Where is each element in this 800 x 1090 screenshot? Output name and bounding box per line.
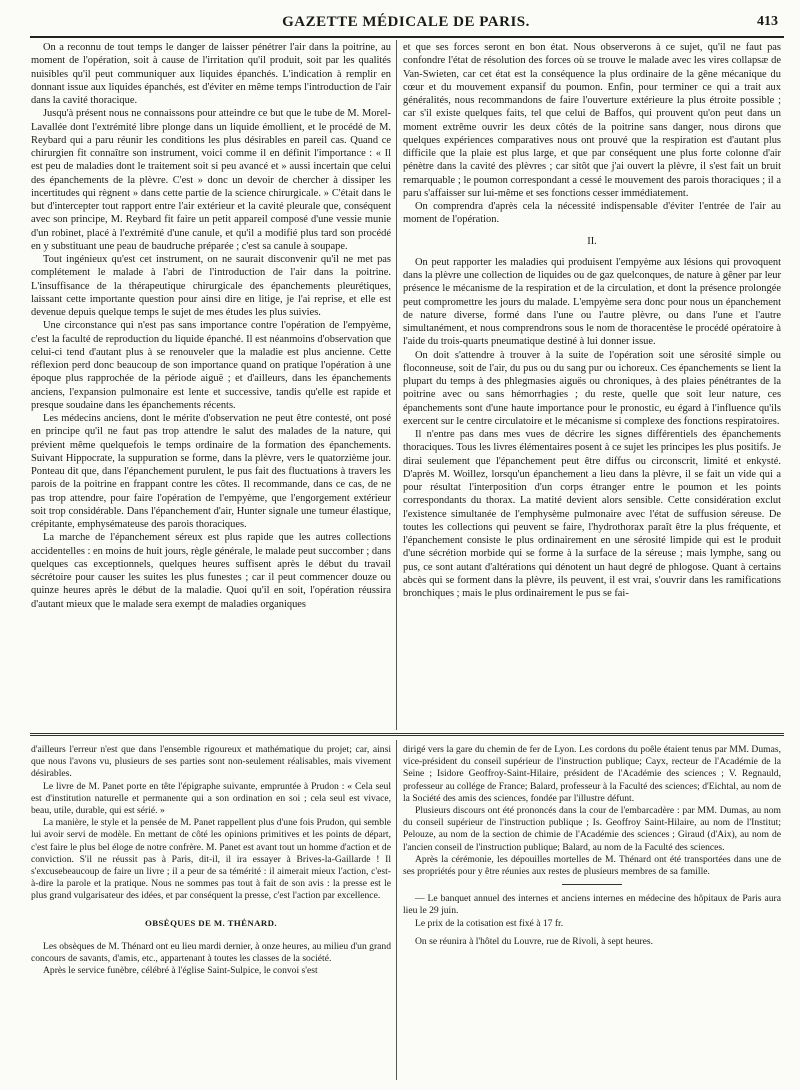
paragraph: Tout ingénieux qu'est cet instrument, on ne saurait disconvenir qu'il ne met pas complétement le malade à l'abri de l'introduction de l'air dans la poitrine. L'insuffisance de la thérapeutique chirurgicale des épanchements pleurétiques, laissant cette importante question pour ainsi dire en litige, je l'ai reprise, et elle est devenue depuis quelque temps le sujet de mes études les plus suivies. xyxy=(31,254,391,318)
paragraph: Le livre de M. Panet porte en tête l'épigraphe suivante, empruntée à Prudon : « Cela seul est d'institution naturelle et permanente qui a son ordination en soi ; cela seul est vivace, beau, utile, durable, qui est sérié. » xyxy=(31,780,391,817)
journal-title: GAZETTE MÉDICALE DE PARIS. xyxy=(282,14,530,30)
paragraph: d'ailleurs l'erreur n'est que dans l'ensemble rigoureux et mathématique du projet; car, ainsi que nous l'avons vu, plusieurs de ses parties sont non-seulement réalisables, mais vivement désirables. xyxy=(31,744,391,780)
page-number: 413 xyxy=(757,14,778,29)
feuilleton-column-right xyxy=(403,744,781,948)
article-column-right xyxy=(403,41,781,600)
section-number: II. xyxy=(587,235,597,247)
feuilleton-column-left xyxy=(31,744,391,977)
paragraph: Plusieurs discours ont été prononcés dans la cour de l'embarcadère : par MM. Dumas, au nom du conseil supérieur de l'instruction publique ; Is. Geoffroy Saint-Hilaire, au nom de l'Institut; Pelouze, au nom de la section de chimie de l'Académie des sciences ; Giraud (d'Aix), au nom de l'ancien conseil de l'instruction publique; Balard, au nom de la Faculté des sciences. xyxy=(403,805,781,853)
paragraph: On a reconnu de tout temps le danger de laisser pénétrer l'air dans la poitrine, au moment de l'opération, soit à cause de l'irritation qu'il produit, soit par les qualités nuisibles qu'il peut communiquer aux liquides épanchés. L'indication à remplir en donnant issue aux liquides épanchés, est d'éviter en même temps l'introduction de l'air dans la cavité thoracique. xyxy=(31,42,391,106)
paragraph: Après le service funèbre, célébré à l'église Saint-Sulpice, le convoi s'est xyxy=(43,965,318,977)
paragraph: La marche de l'épanchement séreux est plus rapide que les autres collections accidentelles : en moins de huit jours, règle générale, le malade peut succomber ; dans quelques cas exceptionnels, quelques heures suffisent après le début du travail sécrétoire pour causer les suites les plus funestes ; car il peut commencer douze ou quinze heures après le début de la maladie. Quoi qu'il en soit, l'opération réussira d'autant mieux que le malade sera exempt de maladies organiques xyxy=(31,532,391,610)
paragraph: On se réunira à l'hôtel du Louvre, rue de Rivoli, à sept heures. xyxy=(415,935,654,947)
column-divider-top xyxy=(396,40,397,730)
paragraph: On doit s'attendre à trouver à la suite de l'opération soit une sérosité simple ou floconneuse, soit de l'air, du pus ou du sang pur ou ichoreux. Ces épanchements se lient la plupart du temps à des phlegmasies aiguës ou chroniques, à des plaies pénétrantes de la poitrine avec ou sans hémorrhagies ; du reste, quelle que soit leur nature, ces épanchements sont d'une haute importance pour le pronostic, eu égard à l'influence qu'ils exercent sur le centre circulatoire et le mécanisme si complexe des fonctions respiratoires. xyxy=(403,349,781,427)
column-divider-bottom xyxy=(396,740,397,1080)
paragraph: Après la cérémonie, les dépouilles mortelles de M. Thénard ont été transportées dans une de ses propriétés pour y être réunies aux restes de plusieurs membres de sa famille. xyxy=(403,853,781,878)
obituary-heading: OBSÈQUES DE M. THÉNARD. xyxy=(145,917,277,928)
article-column-left xyxy=(31,41,391,611)
paragraph: Les obsèques de M. Thénard ont eu lieu mardi dernier, à onze heures, au milieu d'un grand concours de savants, d'amis, etc., appartenant à toutes les classes de la société. xyxy=(31,940,391,965)
paragraph: Le prix de la cotisation est fixé à 17 fr. xyxy=(415,917,564,929)
paragraph: La manière, le style et la pensée de M. Panet rappellent plus d'une fois Prudon, qui semble lui avoir servi de modèle. En mettant de côté les opinions primitives et les points de départ, c'est faire le plus bel éloge de notre confrère. M. Panet est avant tout un homme d'action et de conviction. S'il ne réussit pas à Paris, dit-il, il ira essayer à Brives-la-Gaillarde ! Il s'excusebeaucoup de faire un livre ; il a peur de sa témérité : il aimerait mieux l'action, c'est-à-dire la parole et la pratique. Nous ne sommes pas tout à fait de son avis : la presse est le plus grand vulgarisateur des idées, et par conséquent la presse, c'est l'action par excellence. xyxy=(31,817,391,902)
paragraph: dirigé vers la gare du chemin de fer de Lyon. Les cordons du poêle étaient tenus par MM. Dumas, vice-président du conseil supérieur de l'instruction publique; Cayx, recteur de l'Académie de la Seine ; Isidore Geoffroy-Saint-Hilaire, président de l'Académie des sciences ; V. Regnauld, professeur au collége de France; Balard, professeur à la Faculté des sciences; d'Eichtal, au nom de la Société des amis des sciences, fondée par l'illustre défunt. xyxy=(403,744,781,804)
paragraph: Les médecins anciens, dont le mérite d'observation ne peut être contesté, ont posé en principe qu'il ne faut pas trop attendre le salut des malades de la nature, qui prévient même quelquefois le temps ordinaire de la formation des épanchements. Suivant Hippocrate, la suppuration se forme, dans la plèvre, vers le quatorzième jour. Ponteau dit que, dans l'épanchement purulent, le pus fait des fluctuations à travers les parois de la poitrine en frappant contre les côtes. Il recommande, dans ce cas, de ne pas trop attendre, pour faire l'opération de l'empyème, que l'engorgement extérieur soit trop considérable. Dans l'épanchement d'air, Hunter signale une tumeur élastique, crépitante, emphysémateuse des parois thoraciques. xyxy=(31,413,391,530)
paragraph: On peut rapporter les maladies qui produisent l'empyème aux lésions qui provoquent dans la plèvre une collection de liquides ou de gaz quelconques, de nature à gêner par leur présence le mécanisme de la respiration et de la circulation, et dont la présence prolongée peut compromettre les jours du malade. L'empyème sera donc pour nous un épanchement de nature diverse, formé dans l'une ou l'autre plèvre, ou dans l'une et l'autre simultanément, et nous comprendrons sous le nom de thoracentèse le procédé opératoire à l'aide du trois-quarts pneumatique destiné à lui donner issue. xyxy=(403,256,781,348)
header-rule xyxy=(30,36,784,38)
section-divider xyxy=(30,733,784,736)
paragraph: Il n'entre pas dans mes vues de décrire les signes différentiels des épanchements thoraciques. Tous les livres élémentaires posent à ce sujet les principes les plus positifs. Je dirai seulement que l'épanchement peut être diffus ou circonscrit, limité et enkysté. D'après M. Woillez, lorsqu'un épanchement a lieu dans la plèvre, il se fait un vide qui a pour résultat l'interposition d'un corps étranger entre le poumon et les points correspondants du thorax. La matité devient alors sensible. Cette considération exclut l'existence simultanée de l'emphysème pulmonaire avec l'état de suffusion séreuse. De toutes les collections qui peuvent se faire, l'hydrothorax paraît être la plus fréquente, et l'épanchement consiste le plus ordinairement en une sérosité limpide qui est le produit d'une sécrétion morbide qui se forme à la surface de la séreuse ; mais lymphe, sang ou pus, ce sont autant d'altérations qui dénotent un haut degré de phlogose. Quant à certains abcès qui se forment dans la plèvre, ils peuvent, il est vrai, s'ouvrir dans les ramifications bronchiques ; mais le plus ordinairement le pus se fai- xyxy=(403,429,781,599)
paragraph: et que ses forces seront en bon état. Nous observerons à ce sujet, qu'il ne faut pas confondre l'état de résolution des forces où se trouve le malade avec les vires collapsæ de Van-Swieten, car cet état est la conséquence la plus ordinaire de la gêne mécanique du cœur et du mouvement expansif du poumon. Enfin, pour terminer ce qui a trait aux généralités, nous recommandons de faire l'ouverture extérieure la plus étroite possible ; car s'il existe quelques faits, tel que celui de Baffos, qui prouvent qu'on peut dans un moment extrême ouvrir les deux côtés de la poitrine sans danger, nous dirons que quelques expériences comparatives nous ont prouvé que la respiration est d'autant plus difficile que la plaie est plus large, et que par conséquent une plus forte colonne d'air pénètre dans la cavité des plèvres ; car sitôt que j'ai ouvert la plèvre, il s'est fait un bruit remarquable ; le poumon correspondant a cessé le mouvement des parois thoraciques ; il a paru s'affaisser sur lui-même et ses fonctions cesser immédiatement. xyxy=(403,42,781,199)
paragraph: On comprendra d'après cela la nécessité indispensable d'éviter l'entrée de l'air au moment de l'opération. xyxy=(403,201,781,226)
paragraph: Une circonstance qui n'est pas sans importance contre l'opération de l'empyème, c'est la faculté de reproduction du liquide épanché. Il est néanmoins d'observation que celui-ci tend d'autant plus à se renouveler que la maladie est plus ancienne. Cette réflexion perd donc beaucoup de son importance quand on pratique l'opération à une époque plus rapprochée de la période aiguë ; et d'ailleurs, dans les épanchements anciens, l'expansion pulmonaire est lente et successive, tandis qu'elle est rapide et presque soudaine dans les épanchements récents. xyxy=(31,320,391,411)
page-header xyxy=(30,12,782,38)
paragraph: — Le banquet annuel des internes et anciens internes en médecine des hôpitaux de Paris aura lieu le 29 juin. xyxy=(403,893,781,917)
news-separator xyxy=(562,884,622,885)
paragraph: Jusqu'à présent nous ne connaissons pour atteindre ce but que le tube de M. Morel-Lavallée dont l'extrémité libre plonge dans un liquide émollient, et le procédé de M. Reybard qui a paru réunir les conditions les plus désirables en pareil cas. Quand ce chirurgien fit connaître son instrument, voici comme il en définit l'importance : « Il est peu de maladies dont le traitement soit si peu avancé et » aussi incertain que celui des épanchements de la plèvre. C'est » donc un devoir de chercher à dissiper les incertitudes qui règnent » dans cette partie de la science chirurgicale. » C'était dans le but d'intercepter tout rapport entre l'air extérieur et la cavité pleurale que, conséquent avec son principe, M. Reybard fit faire un petit appareil composé d'une vessie munie d'un robinet, placé à l'extrémité d'une canule, et qu'il a modifié plus tard son procédé en y substituant une peau de baudruche préparée ; c'est sa canule à soupape. xyxy=(31,108,391,252)
